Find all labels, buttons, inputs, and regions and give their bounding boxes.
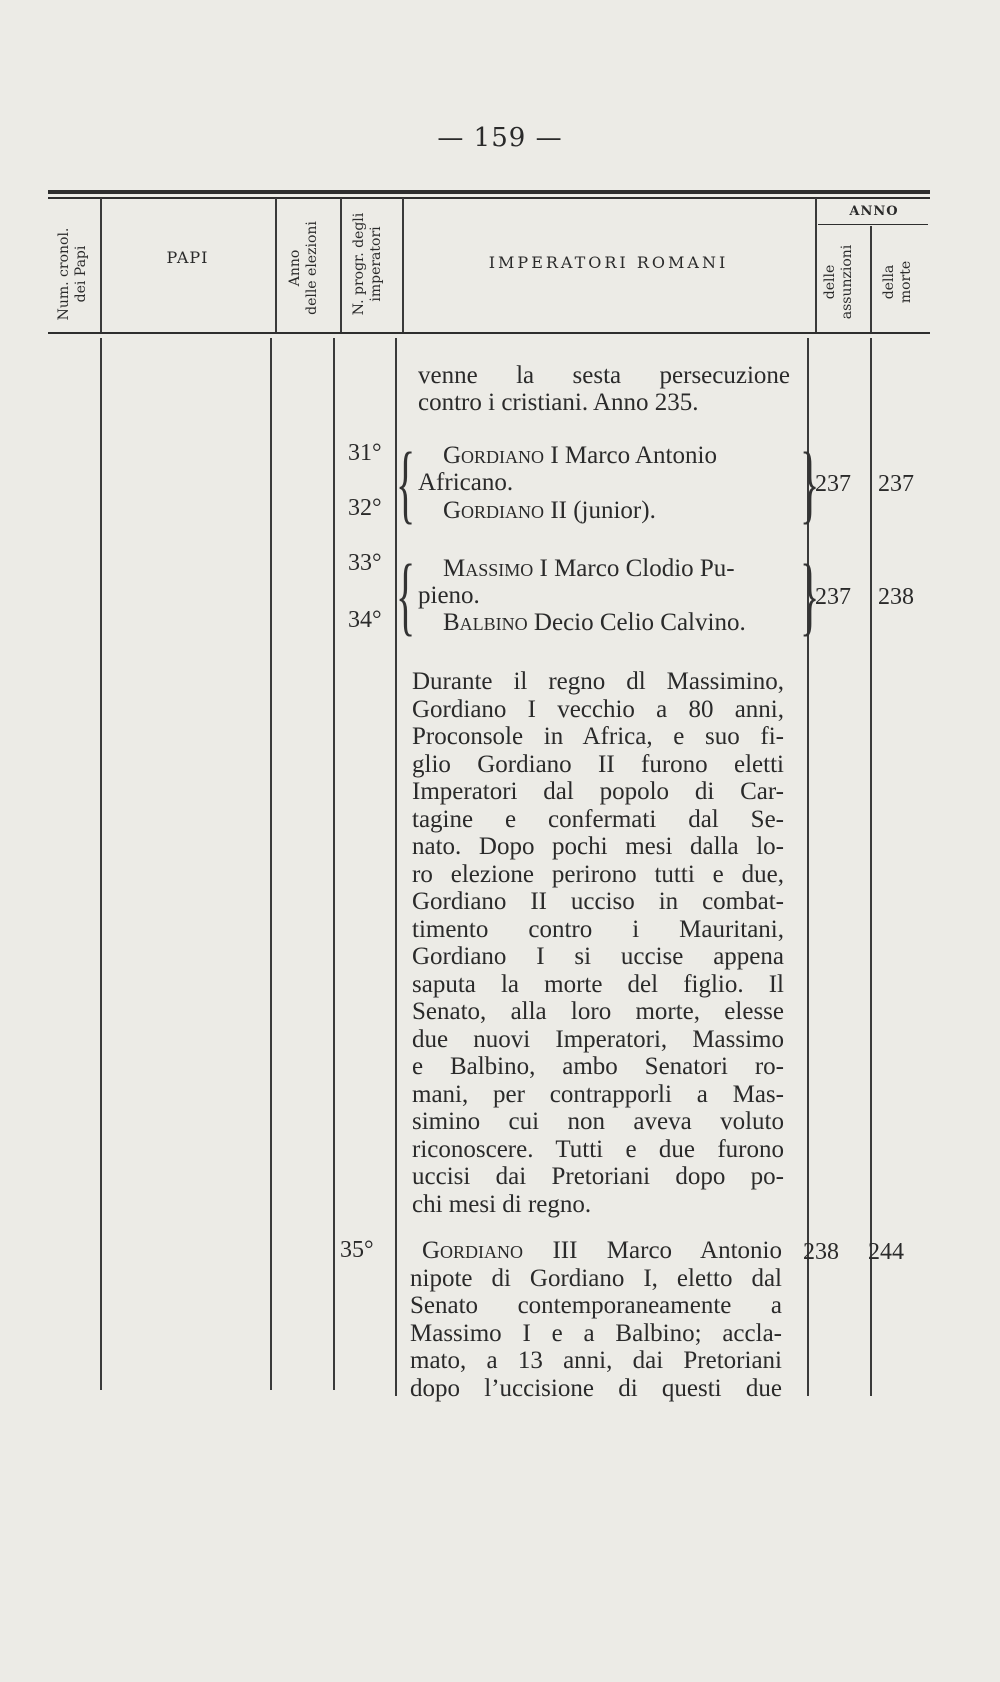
paragraph-line: Gordiano I vecchio a 80 anni, [412,695,784,723]
intro-line: venne la sesta persecuzione [418,362,790,389]
column-line [100,338,102,1390]
emperor-number: 33° [348,550,382,576]
paragraph-line: Imperatori dal popolo di Car- [412,778,784,805]
header-divider [815,198,817,332]
year-assunzione: 238 [803,1239,839,1265]
entry35-line [410,1237,782,1265]
paragraph-line: riconoscere. Tutti e due furono [412,1135,784,1163]
header-text: N. progr. degli [351,212,367,316]
header-n-progr [351,194,391,334]
page-number: — 159 — [437,123,563,153]
paragraph-line: timento contro i Mauritani, [412,915,784,943]
paragraph-line: Proconsole in Africa, e suo fi- [412,723,784,750]
header-text: della [881,264,897,300]
header-text: morte [898,260,914,304]
emperor-detail: I Marco Antonio [544,442,717,469]
emperor-entry [443,497,793,525]
brace: } [800,433,820,533]
header-divider [870,226,872,332]
year-assunzione: 237 [815,471,851,497]
paragraph-line: Gordiano I si uccise appena [412,943,784,970]
entry35-line: Senato contemporaneamente a [410,1292,782,1319]
header-imperatori-romani: IMPERATORI ROMANI [488,253,729,272]
entry35-line: Massimo I e a Balbino; accla- [410,1319,782,1347]
paragraph-line: Gordiano II ucciso in combat- [412,888,784,915]
header-text: dei Papi [73,245,89,303]
year-assunzione: 237 [815,584,851,610]
emperor-name: Gordiano [422,1237,524,1264]
entry35-line: nipote di Gordiano I, eletto dal [410,1264,782,1292]
emperor-number: 32° [348,495,382,521]
paragraph-line: chi mesi di regno. [412,1190,592,1218]
header-divider [275,198,277,332]
header-anno-group: ANNO [849,204,899,219]
entry35-line: mato, a 13 anni, dai Pretoriani [410,1347,782,1374]
emperor-name: Massimo [443,555,534,582]
header-text: delle elezioni [304,221,320,315]
header-morte [881,237,921,327]
emperor-entry [443,442,793,470]
emperor-detail: Decio Celio Calvino. [527,609,746,636]
brace: { [396,545,416,645]
header-assunzioni [822,237,862,327]
intro-line: contro i cristiani. Anno 235. [418,389,699,416]
history-paragraph [412,668,784,1218]
emperor-entry-cont: Africano. [418,469,514,496]
header-text: assunzioni [839,244,855,320]
emperor-entry [443,555,793,583]
paragraph-line: e Balbino, ambo Senatori ro- [412,1053,784,1080]
paragraph-line: Durante il regno dl Massimino, [412,668,784,695]
year-morte: 238 [878,584,914,610]
paragraph-line: ro elezione perirono tutti e due, [412,860,784,888]
paragraph-line: tagine e confermati dal Se- [412,805,784,833]
column-line [870,338,872,1396]
paragraph-line: mani, per contrapporli a Mas- [412,1080,784,1108]
emperor-detail: III Marco Antonio [523,1237,782,1264]
header-divider [340,198,342,332]
emperor-detail: II (junior). [544,497,656,524]
emperor-entry-35 [410,1237,782,1402]
header-text: Num. cronol. [56,227,72,321]
emperor-number: 34° [348,607,382,633]
column-line [333,338,335,1390]
emperor-number: 35° [340,1237,374,1263]
header-text: delle [822,264,838,300]
top-rule [48,190,930,194]
emperor-entry-cont: pieno. [418,582,480,609]
emperor-name: Balbino [443,609,528,636]
paragraph-line: simino cui non aveva voluto [412,1108,784,1135]
paragraph-line: saputa la morte del figlio. Il [412,970,784,998]
emperor-name: Gordiano [443,497,545,524]
header-text: imperatori [368,226,384,302]
paragraph-line: Senato, alla loro morte, elesse [412,998,784,1025]
paragraph-line: uccisi dai Pretoriani dopo po- [412,1163,784,1190]
paragraph-line: due nuovi Imperatori, Massimo [412,1025,784,1053]
brace: { [396,433,416,533]
emperor-detail: I Marco Clodio Pu- [533,555,735,582]
year-morte: 244 [868,1239,904,1265]
emperor-entry [443,609,803,637]
anno-group-rule [818,224,928,225]
paragraph-line: nato. Dopo pochi mesi dalla lo- [412,833,784,860]
header-anno-elezioni [287,198,327,338]
emperor-name: Gordiano [443,442,545,469]
entry35-line: dopo l’uccisione di questi due [410,1374,782,1402]
emperor-number: 31° [348,440,382,466]
column-line [270,338,272,1390]
brace: } [800,545,820,645]
header-text: Anno [287,249,303,287]
header-bottom-rule [48,332,930,334]
header-papi: PAPI [166,248,209,267]
header-num-cronol [56,204,96,344]
paragraph-line: glio Gordiano II furono eletti [412,750,784,778]
top-rule-thin [48,197,930,199]
year-morte: 237 [878,471,914,497]
